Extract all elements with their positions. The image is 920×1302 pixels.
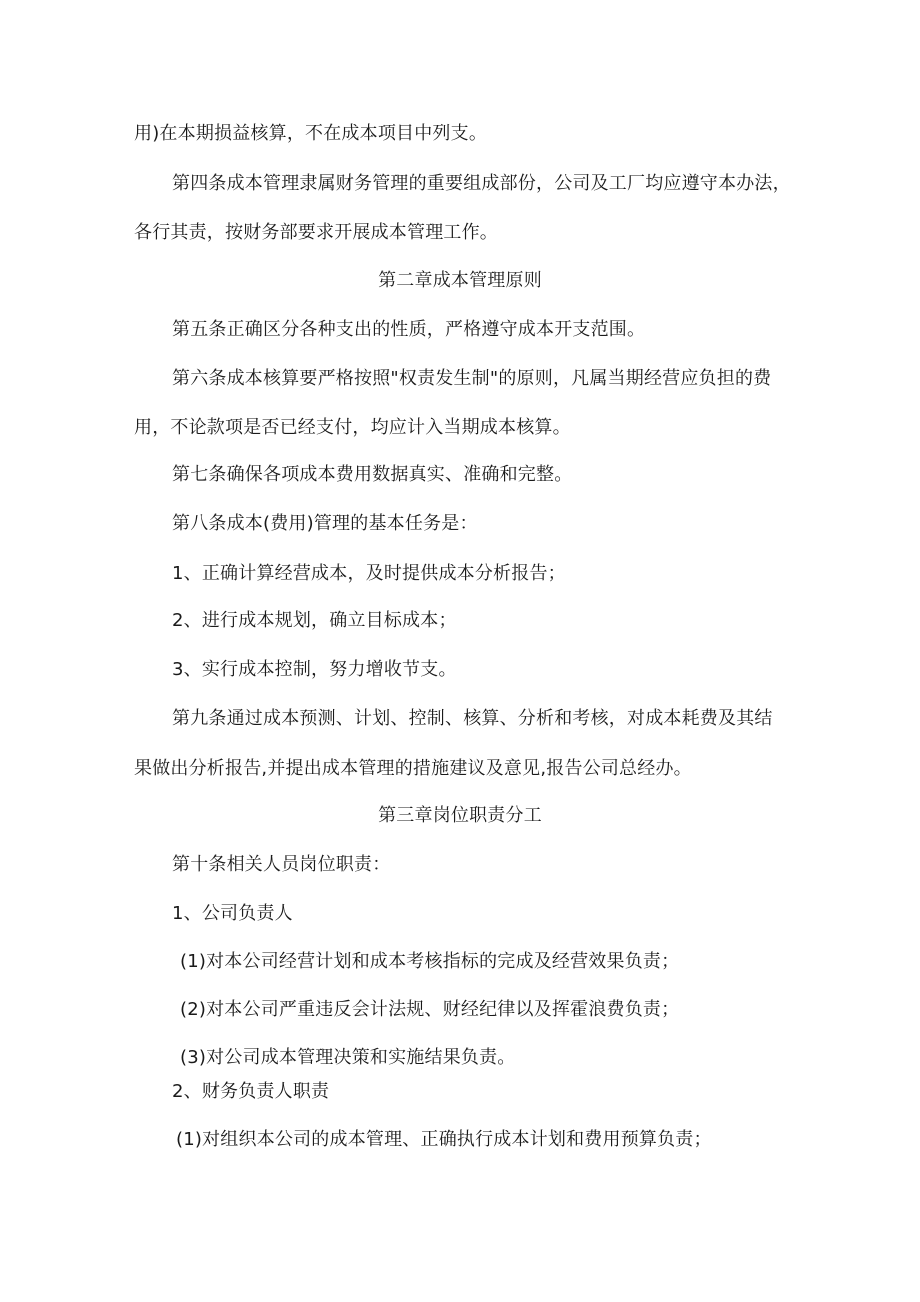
list-item-company-head: 1、公司负责人 — [172, 903, 293, 924]
text-line-2: 第四条成本管理隶属财务管理的重要组成部份，公司及工厂均应遵守本办法， — [172, 173, 791, 194]
list-item-1: 1、正确计算经营成本，及时提供成本分析报告； — [172, 563, 566, 584]
sub-item-1: (1)对本公司经营计划和成本考核指标的完成及经营效果负责； — [180, 951, 680, 972]
sub-item-3: (3)对公司成本管理决策和实施结果负责。 — [180, 1047, 516, 1068]
text-line-7: 用，不论款项是否已经支付，均应计入当期成本核算。 — [134, 417, 571, 438]
text-line-5: 第五条正确区分各种支出的性质，严格遵守成本开支范围。 — [172, 319, 646, 340]
sub-item-finance-1: (1)对组织本公司的成本管理、正确执行成本计划和费用预算负责； — [176, 1129, 712, 1150]
text-line-3: 各行其责，按财务部要求开展成本管理工作。 — [134, 222, 498, 243]
list-item-3: 3、实行成本控制，努力增收节支。 — [172, 659, 457, 680]
text-line-8: 第七条确保各项成本费用数据真实、准确和完整。 — [172, 464, 573, 485]
text-line-13: 第九条通过成本预测、计划、控制、核算、分析和考核，对成本耗费及其结 — [172, 708, 773, 729]
chapter-heading-3: 第三章岗位职责分工 — [378, 805, 542, 826]
text-line-1: 用)在本期损益核算，不在成本项目中列支。 — [134, 123, 488, 144]
text-line-14: 果做出分析报告,并提出成本管理的措施建议及意见,报告公司总经办。 — [134, 758, 692, 779]
text-line-6: 第六条成本核算要严格按照"权责发生制"的原则，凡属当期经营应负担的费 — [172, 368, 772, 389]
text-line-9: 第八条成本(费用)管理的基本任务是： — [172, 513, 478, 534]
chapter-heading-2: 第二章成本管理原则 — [378, 270, 542, 291]
list-item-finance-head: 2、财务负责人职责 — [172, 1081, 330, 1102]
text-line-16: 第十条相关人员岗位职责： — [172, 854, 391, 875]
list-item-2: 2、进行成本规划，确立目标成本； — [172, 610, 457, 631]
sub-item-2: (2)对本公司严重违反会计法规、财经纪律以及挥霍浪费负责； — [180, 999, 680, 1020]
